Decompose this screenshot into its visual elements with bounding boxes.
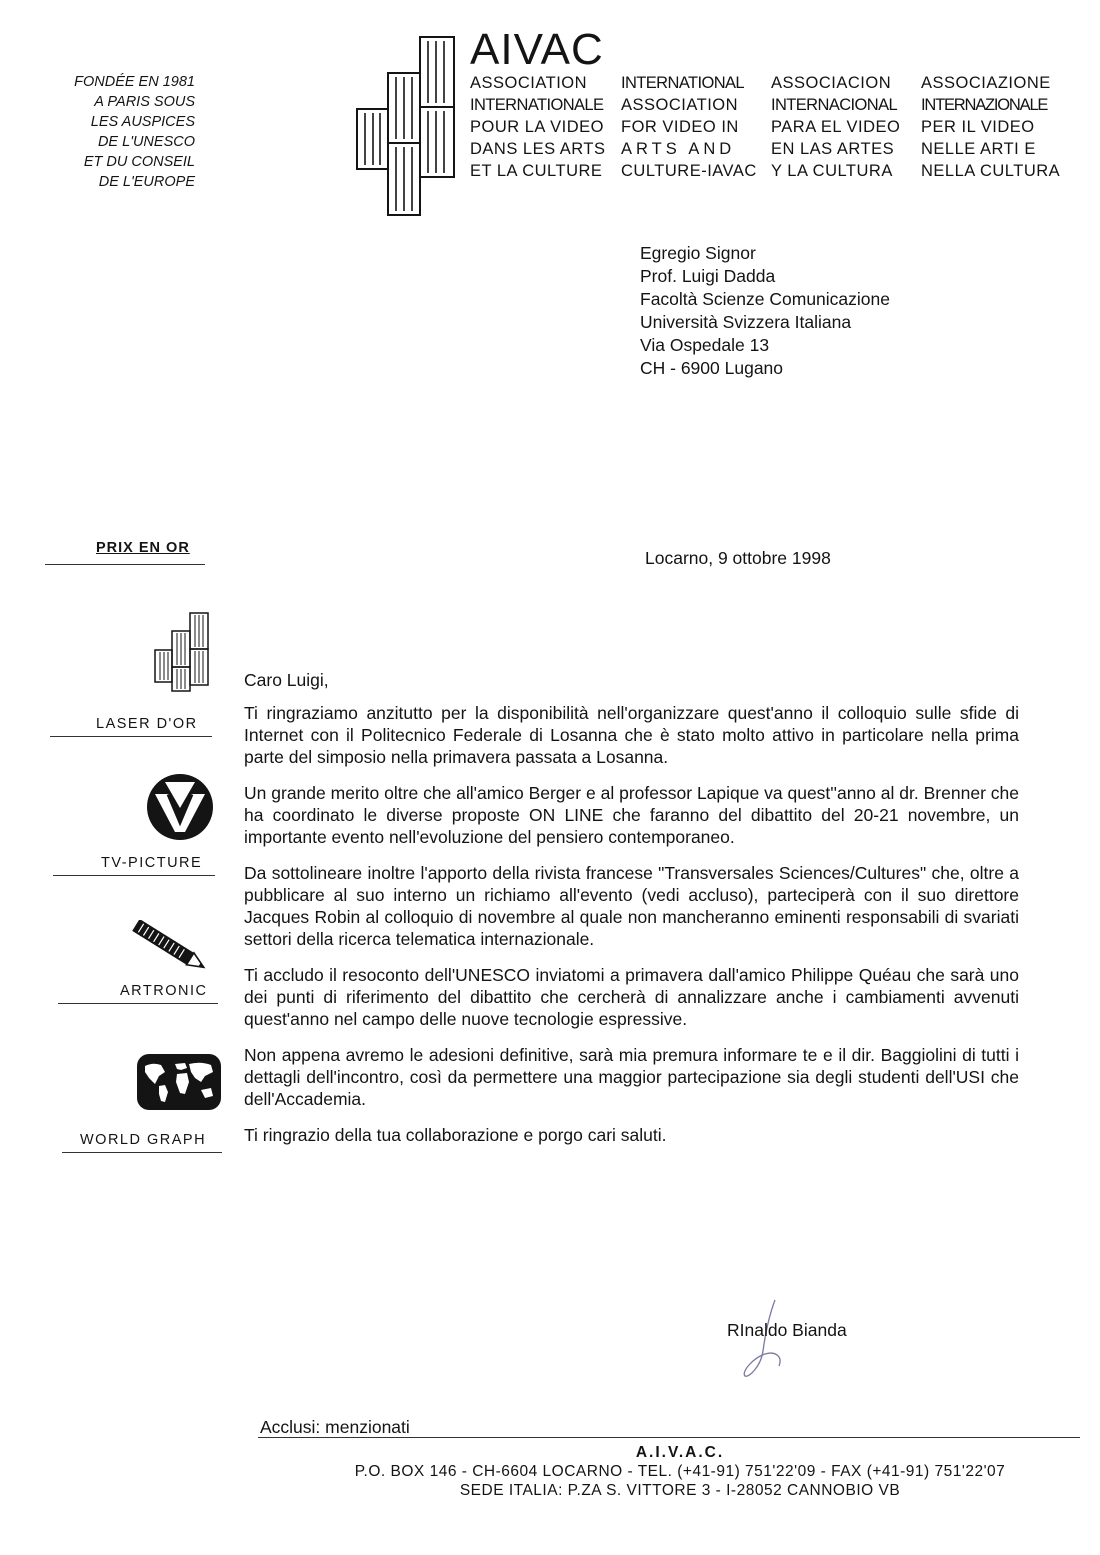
prix-title: PRIX EN OR bbox=[96, 540, 190, 556]
name-column-italian bbox=[921, 72, 1060, 182]
name-line: ASSOCIATION bbox=[621, 96, 739, 114]
divider bbox=[50, 736, 212, 737]
name-line: DANS LES ARTS bbox=[470, 140, 606, 158]
recipient-line: Facoltà Scienze Comunicazione bbox=[640, 289, 890, 309]
name-line: INTERNAZIONALE bbox=[921, 96, 1048, 114]
paragraph: Un grande merito oltre che all'amico Berger e al professor Lapique va quest''anno al dr. Brenner che ha coordinato le diverse proposte ON LINE che faranno del dibattito del 20-21 novembre, un importante evento nell'evoluzione del pensiero contemporaneo. bbox=[244, 783, 1019, 847]
name-column-english bbox=[621, 72, 757, 182]
signature-name: RInaldo Bianda bbox=[727, 1320, 847, 1340]
divider bbox=[58, 1003, 218, 1004]
name-line: EN LAS ARTES bbox=[771, 140, 895, 158]
founded-line: ET DU CONSEIL bbox=[83, 154, 195, 170]
name-column-spanish bbox=[771, 72, 900, 182]
footer-org: A.I.V.A.C. bbox=[635, 1444, 725, 1461]
name-line: INTERNATIONAL bbox=[621, 74, 744, 92]
world-map-icon bbox=[135, 1052, 223, 1112]
recipient-line: Università Svizzera Italiana bbox=[640, 312, 852, 332]
enclosures-note: Acclusi: menzionati bbox=[260, 1417, 410, 1437]
paragraph: Ti ringrazio della tua collaborazione e porgo cari saluti. bbox=[244, 1125, 667, 1145]
name-line: PARA EL VIDEO bbox=[771, 118, 901, 136]
founded-line: DE L'UNESCO bbox=[97, 134, 195, 150]
recipient-line: Prof. Luigi Dadda bbox=[640, 266, 776, 286]
aivac-logo-icon bbox=[355, 35, 460, 220]
paragraph: Da sottolineare inoltre l'apporto della rivista francese "Transversales Sciences/Cultures" che, oltre a pubblicare al suo interno un richiamo all'evento (vedi accluso), parteciperà con il suo direttore Jacques Robin al colloquio di novembre al quale non mancheranno eminenti responsabili di svariati settori della ricerca telematica internazionale. bbox=[244, 863, 1019, 949]
name-line: ET LA CULTURE bbox=[470, 162, 603, 180]
divider bbox=[62, 1152, 222, 1153]
footer-italy-address: SEDE ITALIA: P.ZA S. VITTORE 3 - I-28052 CANNOBIO VB bbox=[459, 1482, 901, 1499]
recipient-line: Egregio Signor bbox=[640, 243, 756, 263]
recipient-address bbox=[640, 242, 890, 380]
name-line: POUR LA VIDEO bbox=[470, 118, 604, 136]
name-line: NELLE ARTI E bbox=[921, 140, 1036, 158]
recipient-line: Via Ospedale 13 bbox=[640, 335, 770, 355]
divider bbox=[45, 564, 205, 565]
laser-dor-logo-icon bbox=[152, 612, 212, 692]
divider bbox=[53, 875, 215, 876]
paragraph: Ti ringraziamo anzitutto per la disponibilità nell'organizzare quest'anno il colloquio sulle sfide di Internet con il Politecnico Federale di Losanna che è stato molto attivo in particolare nella prima parte del simposio nella primavera passata a Losanna. bbox=[244, 703, 1019, 767]
letter-date: Locarno, 9 ottobre 1998 bbox=[645, 548, 831, 568]
name-line: ASSOCIACION bbox=[771, 74, 892, 92]
founded-line: A PARIS SOUS bbox=[94, 94, 195, 110]
founded-note bbox=[40, 72, 195, 192]
founded-line: DE L'EUROPE bbox=[98, 174, 195, 190]
founded-line: LES AUSPICES bbox=[90, 114, 195, 130]
tv-picture-logo-icon bbox=[145, 772, 215, 842]
footer-divider bbox=[258, 1437, 1080, 1438]
org-acronym: AIVAC bbox=[470, 25, 604, 74]
name-line: NELLA CULTURA bbox=[921, 162, 1061, 180]
name-line: CULTURE-IAVAC bbox=[621, 162, 757, 180]
footer-contact: P.O. BOX 146 - CH-6604 LOCARNO - TEL. (+41-91) 751'22'09 - FAX (+41-91) 751'22'07 bbox=[354, 1463, 1006, 1480]
salutation: Caro Luigi, bbox=[244, 670, 329, 690]
name-line: INTERNACIONAL bbox=[771, 96, 898, 114]
award-label: LASER D'OR bbox=[96, 716, 198, 732]
recipient-line: CH - 6900 Lugano bbox=[640, 358, 784, 378]
paragraph: Ti accludo il resoconto dell'UNESCO inviatomi a primavera dall'amico Philippe Quéau che sarà uno dei punti di riferimento del dibattito che cercherà di annalizzare anche i cambiamenti avvenuti quest'anno nel campo delle nuove tecnologie espressive. bbox=[244, 965, 1019, 1029]
award-label: WORLD GRAPH bbox=[80, 1132, 207, 1148]
founded-line: FONDÉE EN 1981 bbox=[74, 74, 195, 90]
award-label: TV-PICTURE bbox=[101, 855, 203, 871]
artronic-pencil-icon bbox=[125, 920, 217, 976]
name-line: ARTS AND bbox=[621, 140, 736, 158]
name-line: ASSOCIAZIONE bbox=[921, 74, 1051, 92]
handwritten-signature-icon bbox=[735, 1296, 805, 1386]
award-label: ARTRONIC bbox=[120, 983, 208, 999]
name-line: INTERNATIONALE bbox=[470, 96, 604, 114]
name-line: ASSOCIATION bbox=[470, 74, 588, 92]
name-line: PER IL VIDEO bbox=[921, 118, 1035, 136]
letter-body bbox=[244, 702, 1019, 1160]
name-line: Y LA CULTURA bbox=[771, 162, 893, 180]
name-line: FOR VIDEO IN bbox=[621, 118, 739, 136]
footer bbox=[300, 1443, 1060, 1500]
name-column-french bbox=[470, 72, 606, 182]
paragraph: Non appena avremo le adesioni definitive, sarà mia premura informare te e il dir. Baggiolini di tutti i dettagli dell'incontro, così da permettere una maggior partecipazione sia degli studenti dell'USI che dell'Accademia. bbox=[244, 1045, 1019, 1109]
